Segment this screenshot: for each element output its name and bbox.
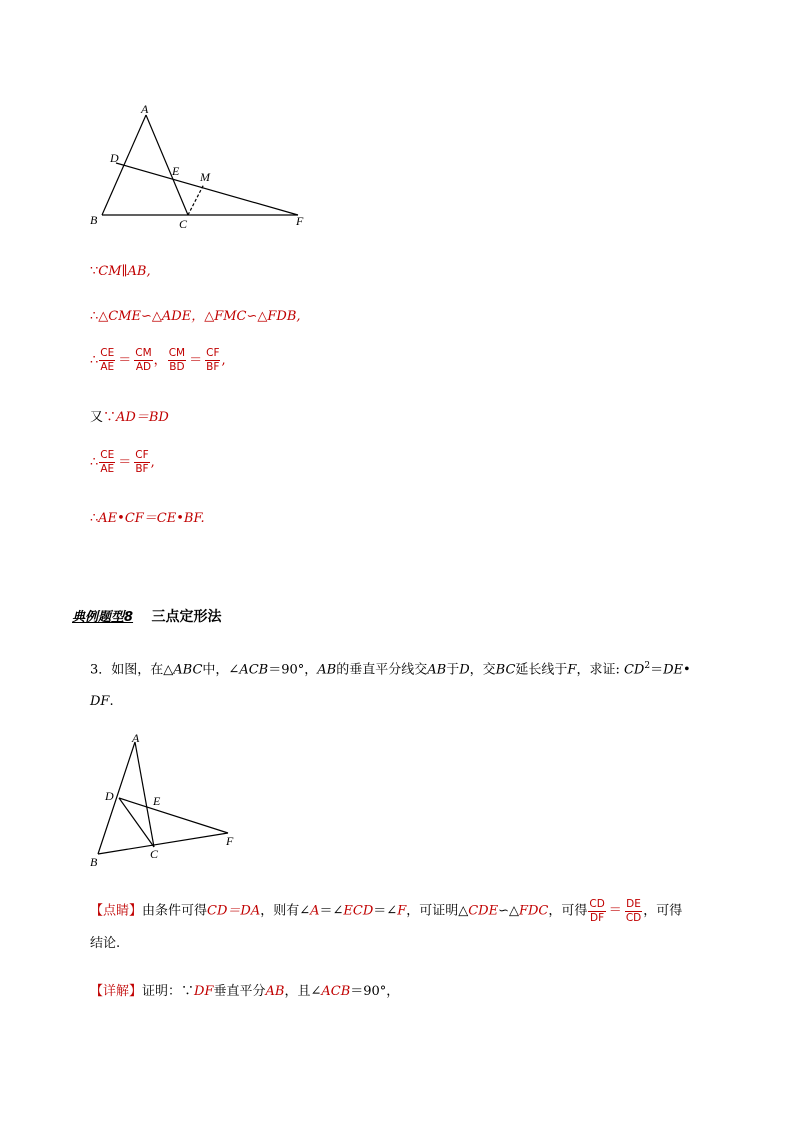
segment-ab xyxy=(98,742,135,854)
detail-tag: 【详解】 xyxy=(90,984,143,999)
proof1-line5: ∴ $\frac{CE}{AE}$ ＝ $\frac{CF}{BF}$ , xyxy=(90,449,155,475)
segment-df xyxy=(119,798,228,833)
hint-tag: 【点睛】 xyxy=(90,903,143,919)
fig1-label-f: F xyxy=(296,214,304,228)
proof1-line1: ∵CM∥AB, xyxy=(90,264,151,279)
section-title: 三点定形法 xyxy=(151,609,222,625)
segment-ac xyxy=(146,115,188,215)
fig1-label-b: B xyxy=(90,213,98,227)
section-heading xyxy=(72,606,222,626)
fig2-label-f: F xyxy=(226,834,234,848)
fig2-label-a: A xyxy=(132,731,140,745)
problem-3-text: 3．如图，在△ABC中，∠ACB＝90°，AB的垂直平分线交AB于D，交BC延长线于F，求证: $CD^2=DE•$ DF. xyxy=(90,661,691,710)
hint-paragraph: 【点睛】由条件可得CD＝DA，则有∠A＝∠ECD＝∠F，可证明△CDE∽△FDC，可得 $\frac{CD}{DF}$ ＝ $\frac{DE}{CD}$ ，可得 结论. xyxy=(90,897,683,951)
fig2-label-b: B xyxy=(90,855,98,869)
fig1-label-e: E xyxy=(172,164,180,178)
fig2-label-c: C xyxy=(150,847,159,861)
section-badge: 典例题型8 xyxy=(72,610,134,625)
proof1-line4: 又∵AD＝BD xyxy=(90,410,169,425)
proof1-line6: ∴AE•CF＝CE•BF. xyxy=(90,511,205,526)
fig2-label-e: E xyxy=(153,794,161,808)
fig2-label-d: D xyxy=(105,789,114,803)
segment-bf xyxy=(98,833,228,854)
fig1-label-a: A xyxy=(141,102,149,116)
proof1-line3: ∴ $\frac{CE}{AE}$ ＝ $\frac{CM}{AD}$ ， $\frac{CM}{BD}$ ＝ $\frac{CF}{BF}$ , xyxy=(90,347,226,373)
proof1-line2: ∴△CME∽△ADE，△FMC∽△FDB, xyxy=(90,309,301,324)
fig1-label-d: D xyxy=(110,151,119,165)
fig1-label-c: C xyxy=(179,217,188,231)
segment-ac xyxy=(135,742,154,847)
detail-paragraph: 【详解】证明：∵DF垂直平分AB，且∠ACB＝90°， xyxy=(90,984,400,999)
segment-dc xyxy=(119,798,154,847)
segment-cm-dashed xyxy=(188,184,204,215)
fig1-label-m: M xyxy=(200,170,210,184)
